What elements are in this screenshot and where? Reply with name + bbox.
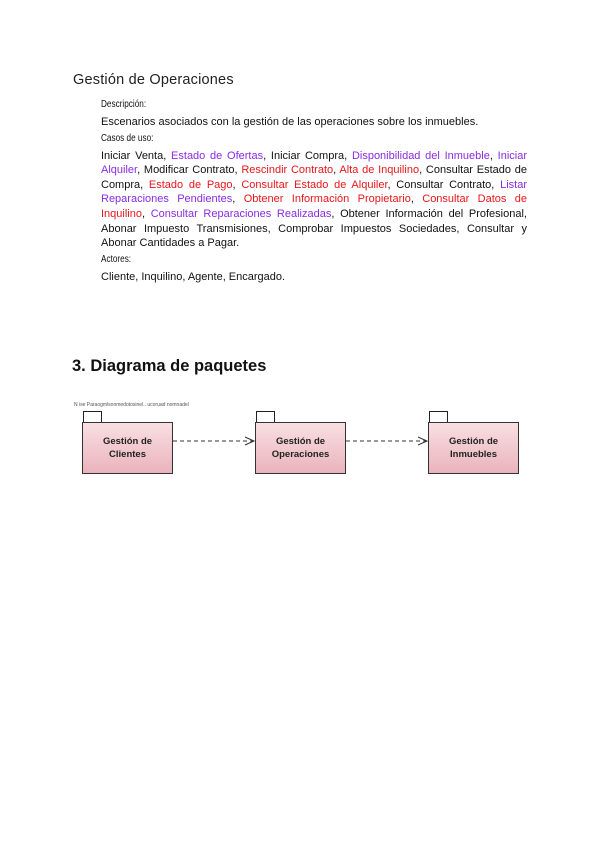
casos-label: Casos de uso: bbox=[101, 133, 154, 144]
section-title: Gestión de Operaciones bbox=[73, 72, 234, 88]
use-case-item: Consultar Estado de Compra bbox=[101, 164, 527, 191]
use-case-item: Comprobar Impuestos Sociedades bbox=[278, 222, 457, 235]
use-case-end: . bbox=[236, 237, 240, 250]
package-line1: Gestión de bbox=[275, 436, 326, 447]
package-line2: Clientes bbox=[109, 449, 146, 460]
use-case-item: Estado de Pago bbox=[148, 178, 233, 191]
use-case-item: Obtener Información Propietario bbox=[243, 193, 411, 206]
actores-label: Actores: bbox=[101, 254, 132, 265]
package-line2: Inmuebles bbox=[450, 449, 497, 460]
casos-list: Iniciar Venta, Estado de Ofertas, Iniciar Compra, Disponibilidad del Inmueble, Iniciar Alquiler, Modificar Contrato, Rescindir Contrato, Alta de Inquilino, Consultar Estado de Compra, Estado de Pago, Consultar Estado de Alquiler, Consultar Contrato, Listar Reparaciones Pendientes, Obtener Información Propietario, Consultar Datos de Inquilino, Consultar Reparaciones Realizadas, Obtener Información del Profesional, Abonar Impuesto Transmisiones, Comprobar Impuestos Sociedades, Consultar y Abonar Cantidades a Pagar. bbox=[101, 149, 527, 250]
use-case-item: Iniciar Compra bbox=[270, 149, 345, 162]
use-case-item: Obtener Información del Profesional bbox=[340, 207, 524, 220]
dependency-arrow-2 bbox=[346, 437, 427, 445]
use-case-item: Consultar Datos de Inquilino bbox=[101, 193, 527, 220]
use-case-item: Listar Reparaciones Pendientes bbox=[101, 178, 527, 206]
descripcion-text: Escenarios asociados con la gestión de las operaciones sobre los inmuebles. bbox=[101, 115, 479, 128]
use-case-item: Rescindir Contrato bbox=[241, 164, 334, 177]
package-line1: Gestión de bbox=[102, 436, 153, 447]
dependency-arrow-1 bbox=[173, 437, 254, 445]
use-case-item: Estado de Ofertas bbox=[171, 149, 264, 162]
use-case-item: Iniciar Alquiler bbox=[101, 149, 527, 177]
use-case-item: Consultar Reparaciones Realizadas bbox=[150, 207, 332, 220]
use-case-item: Iniciar Venta bbox=[101, 149, 164, 162]
descripcion-label: Descripción: bbox=[101, 99, 147, 110]
diagram-heading: 3. Diagrama de paquetes bbox=[72, 357, 267, 375]
use-case-item: Consultar y Abonar Cantidades a Pagar bbox=[101, 222, 527, 250]
use-case-item: Alta de Inquilino bbox=[339, 164, 420, 177]
use-case-item: Modificar Contrato bbox=[143, 164, 235, 177]
use-case-item: Consultar Estado de Alquiler bbox=[241, 178, 388, 191]
diagram-caption: N ise Paraogmlsonmedotosinel.. ucoruad nomnadel bbox=[74, 402, 189, 408]
use-case-item: Abonar Impuesto Transmisiones bbox=[101, 222, 268, 235]
actores-text: Cliente, Inquilino, Agente, Encargado. bbox=[101, 270, 286, 283]
package-line2: Operaciones bbox=[271, 449, 330, 460]
package-line1: Gestión de bbox=[448, 436, 499, 447]
use-case-item: Disponibilidad del Inmueble bbox=[351, 149, 490, 162]
use-case-item: Consultar Contrato bbox=[396, 178, 492, 191]
